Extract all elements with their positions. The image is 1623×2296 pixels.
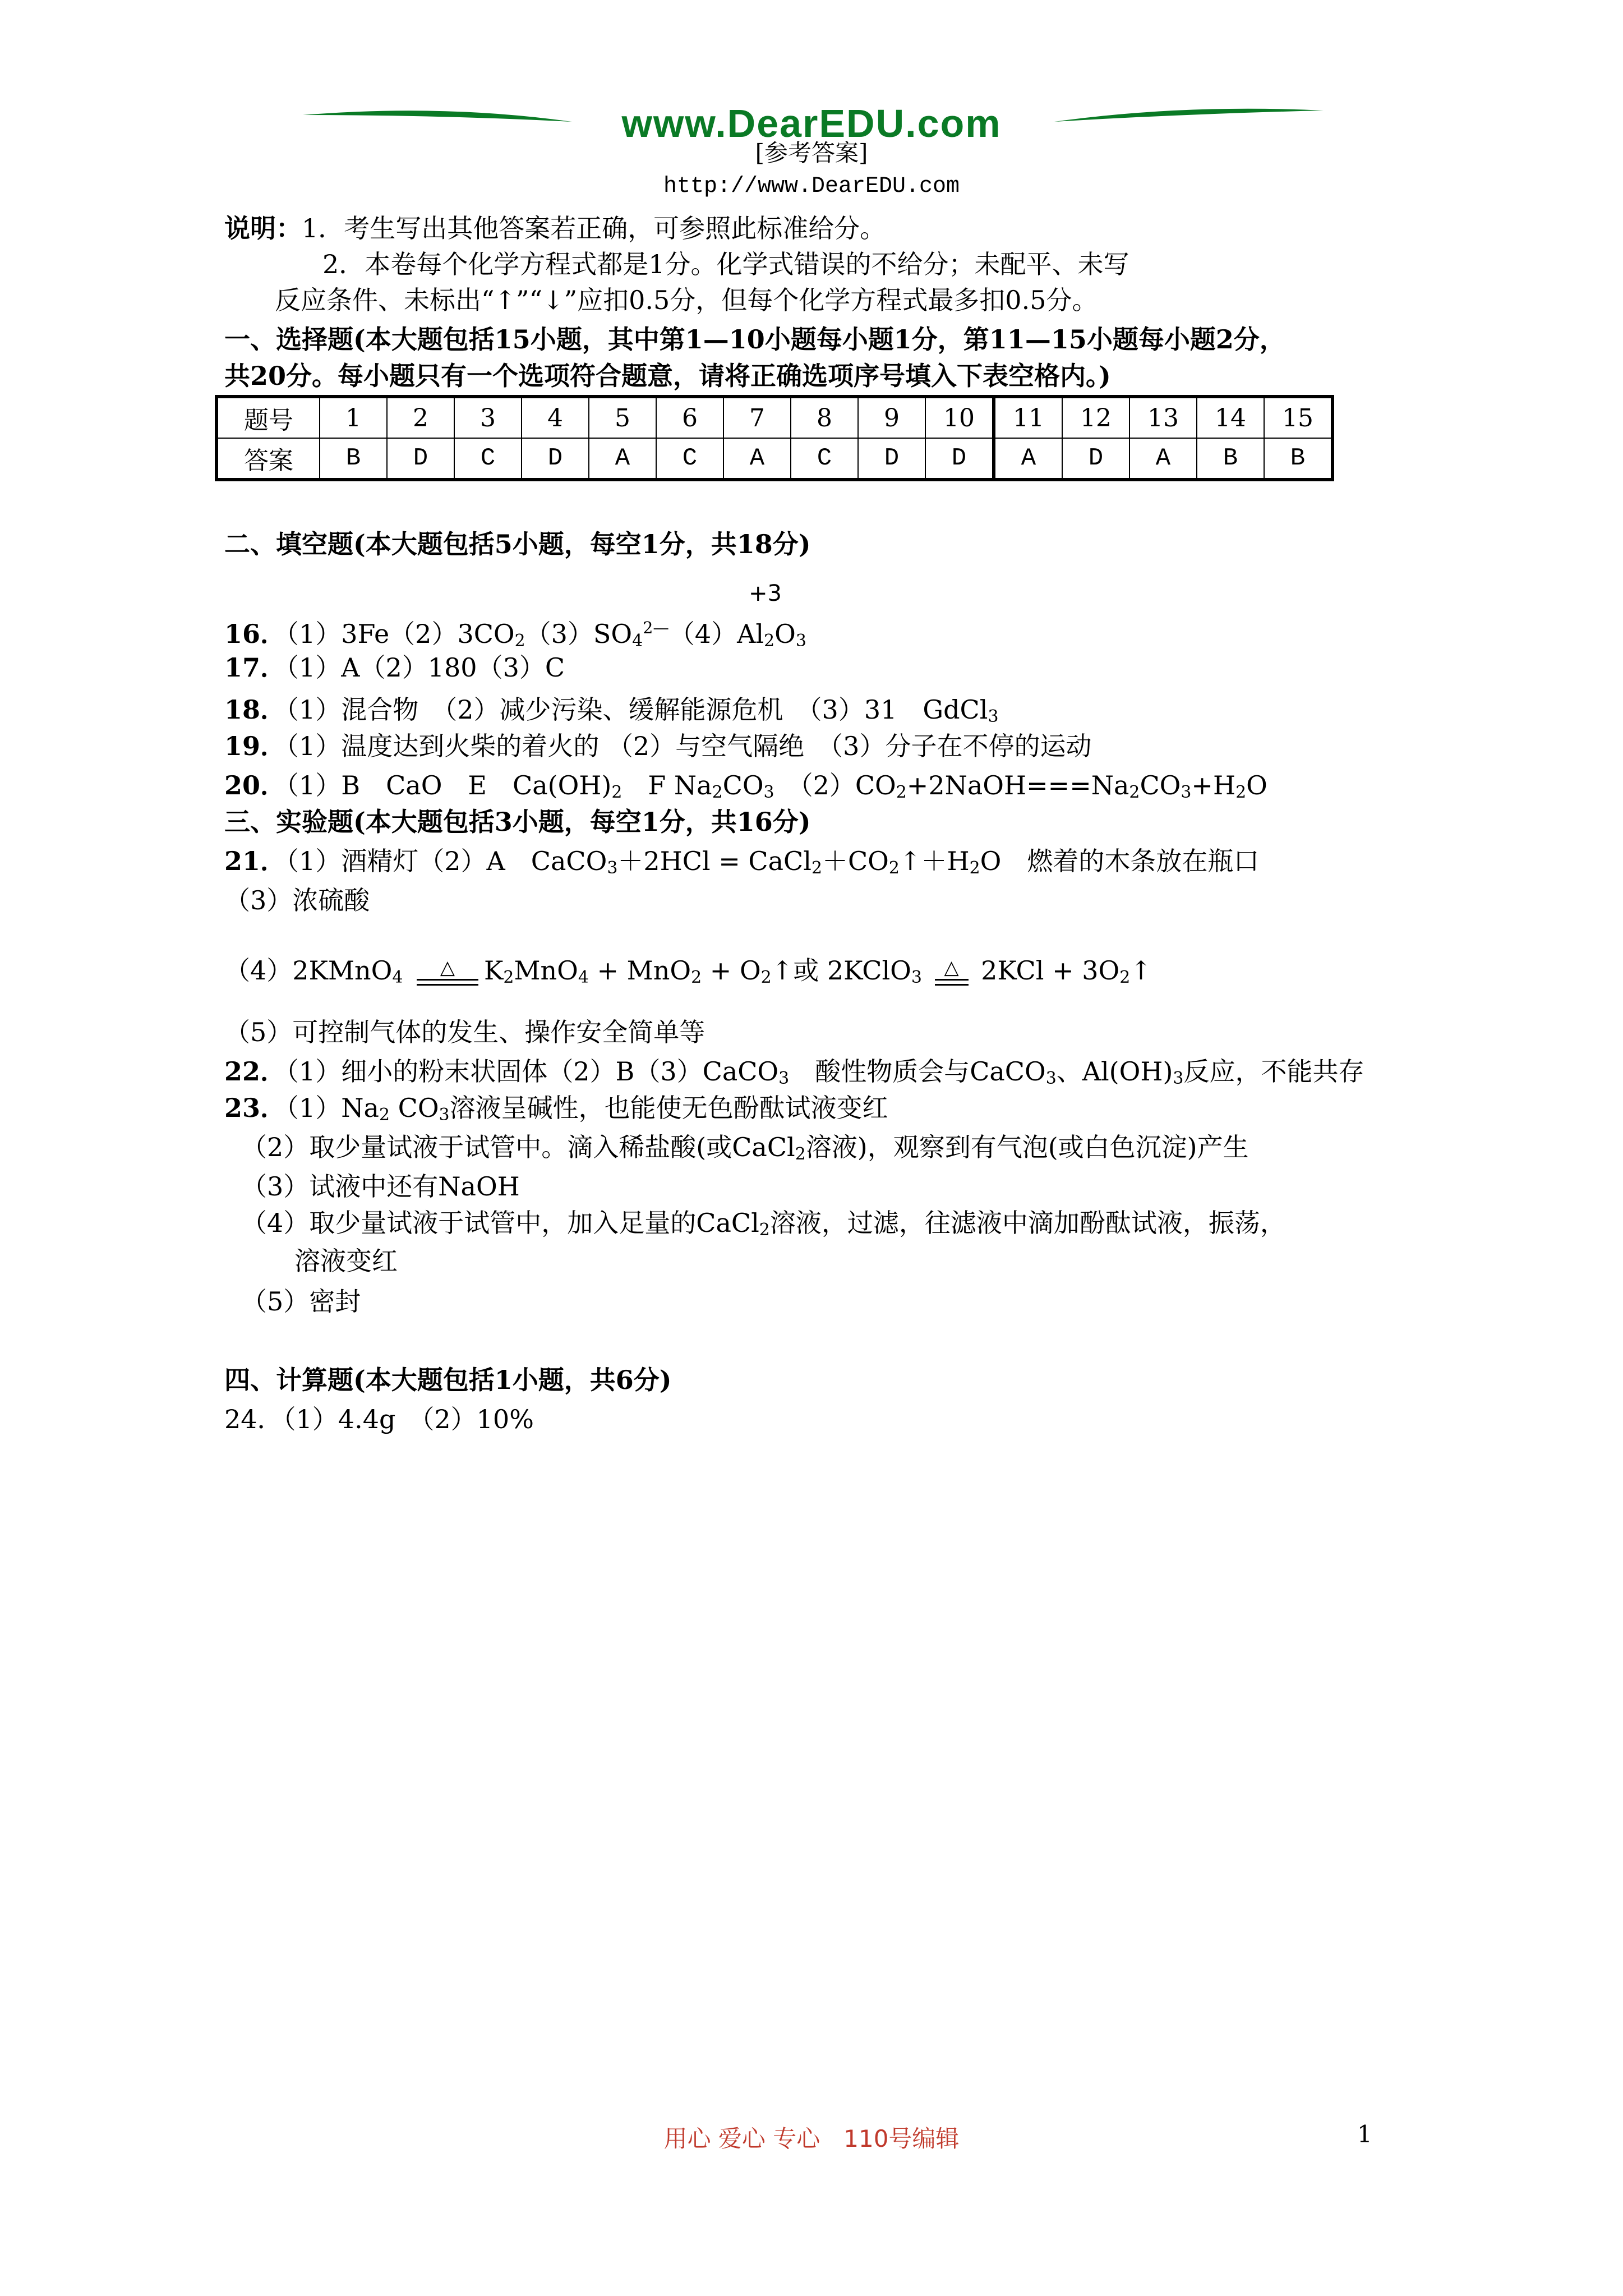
answer-cell: A	[723, 438, 791, 480]
answer-21-line1: 21．（1）酒精灯（2）A CaCO$_3$＋2HCl = $CaCl_2+CO_2↑+H_2O$ 燃着的木条放在瓶口	[224, 846, 1260, 878]
answer-18: 18．（1）混合物 （2）减少污染、缓解能源危机 （3）31 GdCl$_3$	[224, 694, 999, 726]
document-subtitle: [参考答案]	[755, 139, 868, 167]
section4-title: 四、计算题(本大题包括1小题，共6分)	[224, 1365, 672, 1395]
heat-condition-icon: △	[417, 960, 478, 986]
answer-cell: D	[925, 438, 994, 480]
answer-cell: B	[320, 438, 387, 480]
answer-cell: D	[522, 438, 589, 480]
answer-cell: C	[791, 438, 858, 480]
table-row-answers	[216, 438, 1332, 480]
answer-23-line1: 23．$(1)Na_2$ $CO_3$溶液呈碱性，也能使无色酚酞试液变红	[224, 1093, 888, 1125]
answer-16: 16．$(1)3Fe(2)3CO_2(3)SO_4^{2—}(4)Al_2O_3$	[224, 619, 806, 651]
section1-title-line1: 一、选择题(本大题包括15小题，其中第1—10小题每小题1分，第11—15小题每小题2分，	[224, 324, 1285, 355]
answer-21-line3: （3）浓硫酸	[224, 885, 370, 915]
notes-line-3: 反应条件、未标出“↑”“↓”应扣0.5分，但每个化学方程式最多扣0.5分。	[275, 285, 1098, 315]
section3-title: 三、实验题(本大题包括3小题，每空1分，共16分)	[224, 807, 811, 837]
table-row-numbers	[216, 397, 1332, 438]
answer-23-line3: （3）试液中还有NaOH	[241, 1171, 520, 1202]
answer-21-line4: （4）2KMnO$_4$ △ $K_2MnO_4 + MnO_2$ + $O_2↑$或 2KClO$_3$ △ $2KCl + 3O_2↑$	[224, 955, 1152, 987]
answer-cell: D	[858, 438, 925, 480]
valence-mark: +3	[749, 581, 782, 606]
answer-cell: B	[1264, 438, 1332, 480]
q-number: 13	[1129, 397, 1197, 438]
q-number: 9	[858, 397, 925, 438]
row-label-question: 题号	[216, 397, 320, 438]
q-number: 1	[320, 397, 387, 438]
logo-text: www.DearEDU.com	[621, 102, 1002, 145]
q-number: 12	[1062, 397, 1129, 438]
q-number: 5	[589, 397, 656, 438]
answer-cell: A	[994, 438, 1062, 480]
q-number: 6	[656, 397, 723, 438]
answer-17: 17．（1）A（2）180（3）C	[224, 652, 565, 683]
answer-22: 22．（1）细小的粉末状固体（2）B（3）CaCO$_3$ 酸性物质会与CaCO$_3$、$Al(OH)_3$反应，不能共存	[224, 1056, 1364, 1088]
answer-cell: D	[387, 438, 454, 480]
notes-line-2: 2．本卷每个化学方程式都是1分。化学式错误的不给分；未配平、未写	[322, 249, 1129, 279]
page-number: 1	[1357, 2120, 1372, 2148]
q-number: 11	[994, 397, 1062, 438]
answer-cell: A	[1129, 438, 1197, 480]
answer-cell: C	[454, 438, 522, 480]
answer-table	[215, 395, 1334, 481]
q-number: 10	[925, 397, 994, 438]
q-number: 4	[522, 397, 589, 438]
q-number: 7	[723, 397, 791, 438]
answer-21-line5: （5）可控制气体的发生、操作安全简单等	[224, 1017, 706, 1047]
q-number: 3	[454, 397, 522, 438]
notes-line-1: 说明：1．考生写出其他答案若正确，可参照此标准给分。	[224, 213, 886, 243]
site-url: http://www.DearEDU.com	[663, 174, 960, 199]
q-number: 14	[1197, 397, 1264, 438]
answer-23-line2: （2）取少量试液于试管中。滴入稀盐酸(或CaCl$_2$溶液)，观察到有气泡(或白色沉淀)产生	[241, 1132, 1249, 1164]
answer-cell: A	[589, 438, 656, 480]
answer-cell: D	[1062, 438, 1129, 480]
q-number: 2	[387, 397, 454, 438]
answer-23-line4: （4）取少量试液于试管中，加入足量的CaCl$_2$溶液，过滤，往滤液中滴加酚酞试液，振荡，	[241, 1208, 1286, 1240]
answer-23-line5: （5）密封	[241, 1286, 361, 1317]
answer-19: 19．（1）温度达到火柴的着火的 （2）与空气隔绝 （3）分子在不停的运动	[224, 731, 1092, 761]
q-number: 15	[1264, 397, 1332, 438]
row-label-answer: 答案	[216, 438, 320, 480]
answer-24: 24．（1）4.4g （2）10%	[224, 1404, 534, 1434]
q-number: 8	[791, 397, 858, 438]
notes-label: 说明：	[224, 213, 302, 243]
answer-23-line4-cont: 溶液变红	[294, 1246, 398, 1276]
answer-cell: B	[1197, 438, 1264, 480]
section1-title-line2: 共20分。每小题只有一个选项符合题意，请将正确选项序号填入下表空格内。)	[224, 361, 1111, 391]
page-footer: 用心 爱心 专心 110号编辑	[663, 2125, 960, 2152]
section2-title: 二、填空题(本大题包括5小题，每空1分，共18分)	[224, 529, 811, 559]
answer-cell: C	[656, 438, 723, 480]
heat-condition-icon: △	[935, 960, 969, 986]
answer-20: 20．（1）B CaO E $Ca(OH)_2$ F $Na_2CO_3$ $(2)CO_2+2NaOH===Na_2CO_3+H_2O$	[224, 770, 1267, 802]
